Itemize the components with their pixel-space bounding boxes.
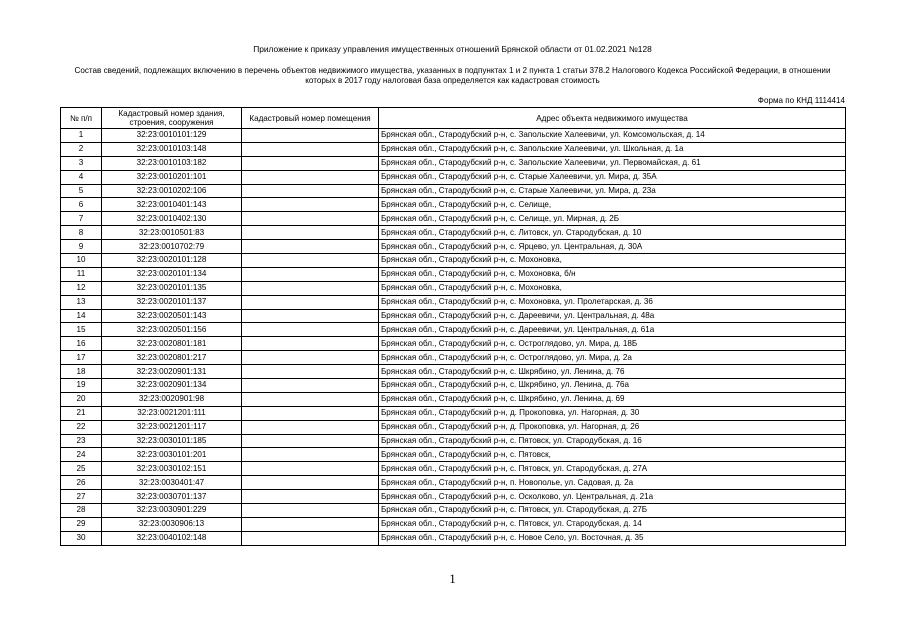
- row-number-cell: 20: [61, 392, 102, 406]
- address-cell: Брянская обл., Стародубский р-н, с. Остроглядово, ул. Мира, д. 2а: [379, 351, 846, 365]
- building-cadastral-cell: 32:23:0030101:201: [102, 448, 242, 462]
- address-cell: Брянская обл., Стародубский р-н, с. Пятовск, ул. Стародубская, д. 27А: [379, 462, 846, 476]
- table-row: [61, 351, 846, 365]
- table-row: [61, 129, 846, 143]
- address-cell: Брянская обл., Стародубский р-н, с. Пятовск, ул. Стародубская, д. 14: [379, 517, 846, 531]
- address-cell: Брянская обл., Стародубский р-н, с. Шкрябино, ул. Ленина, д. 76: [379, 365, 846, 379]
- row-number-cell: 19: [61, 379, 102, 393]
- table-row: [61, 309, 846, 323]
- address-cell: Брянская обл., Стародубский р-н, с. Старые Халеевичи, ул. Мира, д. 23а: [379, 184, 846, 198]
- address-cell: Брянская обл., Стародубский р-н, с. Пятовск, ул. Стародубская, д. 27Б: [379, 504, 846, 518]
- table-row: [61, 490, 846, 504]
- row-number-cell: 23: [61, 434, 102, 448]
- room-cadastral-cell: [242, 240, 379, 254]
- address-cell: Брянская обл., Стародубский р-н, с. Ярцево, ул. Центральная, д. 30А: [379, 240, 846, 254]
- address-cell: Брянская обл., Стародубский р-н, с. Запольские Халеевичи, ул. Комсомольская, д. 14: [379, 129, 846, 143]
- row-number-cell: 30: [61, 531, 102, 545]
- row-number-cell: 29: [61, 517, 102, 531]
- address-cell: Брянская обл., Стародубский р-н, с. Остроглядово, ул. Мира, д. 18Б: [379, 337, 846, 351]
- column-header-building-cadastral: Кадастровый номер здания, строения, сооружения: [102, 108, 242, 129]
- row-number-cell: 9: [61, 240, 102, 254]
- building-cadastral-cell: 32:23:0010402:130: [102, 212, 242, 226]
- room-cadastral-cell: [242, 517, 379, 531]
- row-number-cell: 5: [61, 184, 102, 198]
- row-number-cell: 14: [61, 309, 102, 323]
- row-number-cell: 2: [61, 142, 102, 156]
- address-cell: Брянская обл., Стародубский р-н, с. Дареевичи, ул. Центральная, д. 48а: [379, 309, 846, 323]
- building-cadastral-cell: 32:23:0020801:181: [102, 337, 242, 351]
- room-cadastral-cell: [242, 156, 379, 170]
- room-cadastral-cell: [242, 309, 379, 323]
- address-cell: Брянская обл., Стародубский р-н, с. Дареевичи, ул. Центральная, д. 61а: [379, 323, 846, 337]
- table-row: [61, 462, 846, 476]
- room-cadastral-cell: [242, 406, 379, 420]
- table-row: [61, 448, 846, 462]
- room-cadastral-cell: [242, 490, 379, 504]
- table-row: [61, 420, 846, 434]
- table-row: [61, 170, 846, 184]
- table-row: [61, 156, 846, 170]
- building-cadastral-cell: 32:23:0020901:134: [102, 379, 242, 393]
- page-number: 1: [449, 571, 456, 586]
- room-cadastral-cell: [242, 337, 379, 351]
- room-cadastral-cell: [242, 351, 379, 365]
- table-row: [61, 281, 846, 295]
- table-row: [61, 517, 846, 531]
- room-cadastral-cell: [242, 420, 379, 434]
- room-cadastral-cell: [242, 392, 379, 406]
- room-cadastral-cell: [242, 281, 379, 295]
- table-row: [61, 142, 846, 156]
- row-number-cell: 25: [61, 462, 102, 476]
- building-cadastral-cell: 32:23:0020901:131: [102, 365, 242, 379]
- address-cell: Брянская обл., Стародубский р-н, с. Мохоновка, ул. Пролетарская, д. 36: [379, 295, 846, 309]
- building-cadastral-cell: 32:23:0021201:117: [102, 420, 242, 434]
- table-row: [61, 254, 846, 268]
- document-description: Состав сведений, подлежащих включению в перечень объектов недвижимого имущества, указанных в подпунктах 1 и 2 пункта 1 статьи 378.2 Налогового Кодекса Российской Федерации, в отношении которых в 2017 году налоговая база определяется как кадастровая стоимость: [74, 66, 831, 85]
- column-header-room-cadastral: Кадастровый номер помещения: [242, 108, 379, 129]
- row-number-cell: 24: [61, 448, 102, 462]
- room-cadastral-cell: [242, 212, 379, 226]
- row-number-cell: 26: [61, 476, 102, 490]
- room-cadastral-cell: [242, 267, 379, 281]
- room-cadastral-cell: [242, 504, 379, 518]
- room-cadastral-cell: [242, 434, 379, 448]
- room-cadastral-cell: [242, 295, 379, 309]
- building-cadastral-cell: 32:23:0020501:143: [102, 309, 242, 323]
- table-row: [61, 198, 846, 212]
- address-cell: Брянская обл., Стародубский р-н, с. Селище, ул. Мирная, д. 2Б: [379, 212, 846, 226]
- address-cell: Брянская обл., Стародубский р-н, с. Литовск, ул. Стародубская, д. 10: [379, 226, 846, 240]
- building-cadastral-cell: 32:23:0021201:111: [102, 406, 242, 420]
- table-row: [61, 504, 846, 518]
- table-row: [61, 240, 846, 254]
- order-reference-line: Приложение к приказу управления имущественных отношений Брянской области от 01.02.2021 №128: [253, 44, 652, 54]
- row-number-cell: 28: [61, 504, 102, 518]
- table-body: [61, 129, 846, 546]
- building-cadastral-cell: 32:23:0010201:101: [102, 170, 242, 184]
- row-number-cell: 7: [61, 212, 102, 226]
- row-number-cell: 11: [61, 267, 102, 281]
- address-cell: Брянская обл., Стародубский р-н, с. Шкрябино, ул. Ленина, д. 69: [379, 392, 846, 406]
- row-number-cell: 10: [61, 254, 102, 268]
- address-cell: Брянская обл., Стародубский р-н, с. Пятовск,: [379, 448, 846, 462]
- row-number-cell: 8: [61, 226, 102, 240]
- room-cadastral-cell: [242, 531, 379, 545]
- row-number-cell: 13: [61, 295, 102, 309]
- building-cadastral-cell: 32:23:0030101:185: [102, 434, 242, 448]
- column-header-address: Адрес объекта недвижимого имущества: [379, 108, 846, 129]
- table-row: [61, 434, 846, 448]
- room-cadastral-cell: [242, 323, 379, 337]
- table-row: [61, 337, 846, 351]
- form-code: Форма по КНД 1114414: [757, 96, 845, 105]
- room-cadastral-cell: [242, 365, 379, 379]
- address-cell: Брянская обл., Стародубский р-н, д. Прокоповка, ул. Нагорная, д. 30: [379, 406, 846, 420]
- address-cell: Брянская обл., Стародубский р-н, с. Запольские Халеевичи, ул. Школьная, д. 1а: [379, 142, 846, 156]
- building-cadastral-cell: 32:23:0010103:182: [102, 156, 242, 170]
- table-row: [61, 184, 846, 198]
- building-cadastral-cell: 32:23:0020101:137: [102, 295, 242, 309]
- column-header-number: № п/п: [61, 108, 102, 129]
- building-cadastral-cell: 32:23:0020801:217: [102, 351, 242, 365]
- building-cadastral-cell: 32:23:0010202:106: [102, 184, 242, 198]
- building-cadastral-cell: 32:23:0010103:148: [102, 142, 242, 156]
- address-cell: Брянская обл., Стародубский р-н, с. Старые Халеевичи, ул. Мира, д. 35А: [379, 170, 846, 184]
- room-cadastral-cell: [242, 476, 379, 490]
- address-cell: Брянская обл., Стародубский р-н, с. Мохоновка,: [379, 254, 846, 268]
- address-cell: Брянская обл., Стародубский р-н, с. Новое Село, ул. Восточная, д. 35: [379, 531, 846, 545]
- building-cadastral-cell: 32:23:0030701:137: [102, 490, 242, 504]
- building-cadastral-cell: 32:23:0030906:13: [102, 517, 242, 531]
- room-cadastral-cell: [242, 462, 379, 476]
- table-row: [61, 531, 846, 545]
- building-cadastral-cell: 32:23:0030401:47: [102, 476, 242, 490]
- room-cadastral-cell: [242, 226, 379, 240]
- table-row: [61, 212, 846, 226]
- table-row: [61, 365, 846, 379]
- building-cadastral-cell: 32:23:0020501:156: [102, 323, 242, 337]
- room-cadastral-cell: [242, 254, 379, 268]
- room-cadastral-cell: [242, 448, 379, 462]
- room-cadastral-cell: [242, 379, 379, 393]
- address-cell: Брянская обл., Стародубский р-н, с. Запольские Халеевичи, ул. Первомайская, д. 61: [379, 156, 846, 170]
- table-row: [61, 323, 846, 337]
- table-row: [61, 392, 846, 406]
- building-cadastral-cell: 32:23:0010401:143: [102, 198, 242, 212]
- room-cadastral-cell: [242, 129, 379, 143]
- row-number-cell: 12: [61, 281, 102, 295]
- table-row: [61, 295, 846, 309]
- address-cell: Брянская обл., Стародубский р-н, с. Осколково, ул. Центральная, д. 21а: [379, 490, 846, 504]
- row-number-cell: 1: [61, 129, 102, 143]
- building-cadastral-cell: 32:23:0010501:83: [102, 226, 242, 240]
- building-cadastral-cell: 32:23:0010101:129: [102, 129, 242, 143]
- table-row: [61, 226, 846, 240]
- building-cadastral-cell: 32:23:0020101:128: [102, 254, 242, 268]
- property-register-table: [60, 107, 846, 546]
- row-number-cell: 6: [61, 198, 102, 212]
- address-cell: Брянская обл., Стародубский р-н, с. Пятовск, ул. Стародубская, д. 16: [379, 434, 846, 448]
- table-header-row: [61, 108, 846, 129]
- row-number-cell: 27: [61, 490, 102, 504]
- address-cell: Брянская обл., Стародубский р-н, с. Мохоновка, б/н: [379, 267, 846, 281]
- table-row: [61, 476, 846, 490]
- room-cadastral-cell: [242, 142, 379, 156]
- row-number-cell: 4: [61, 170, 102, 184]
- row-number-cell: 16: [61, 337, 102, 351]
- building-cadastral-cell: 32:23:0020901:98: [102, 392, 242, 406]
- building-cadastral-cell: 32:23:0030901:229: [102, 504, 242, 518]
- building-cadastral-cell: 32:23:0010702:79: [102, 240, 242, 254]
- row-number-cell: 21: [61, 406, 102, 420]
- row-number-cell: 18: [61, 365, 102, 379]
- row-number-cell: 22: [61, 420, 102, 434]
- table-row: [61, 267, 846, 281]
- address-cell: Брянская обл., Стародубский р-н, с. Мохоновка,: [379, 281, 846, 295]
- room-cadastral-cell: [242, 170, 379, 184]
- room-cadastral-cell: [242, 184, 379, 198]
- address-cell: Брянская обл., Стародубский р-н, д. Прокоповка, ул. Нагорная, д. 26: [379, 420, 846, 434]
- building-cadastral-cell: 32:23:0020101:135: [102, 281, 242, 295]
- building-cadastral-cell: 32:23:0040102:148: [102, 531, 242, 545]
- address-cell: Брянская обл., Стародубский р-н, с. Селище,: [379, 198, 846, 212]
- row-number-cell: 15: [61, 323, 102, 337]
- row-number-cell: 3: [61, 156, 102, 170]
- row-number-cell: 17: [61, 351, 102, 365]
- table-row: [61, 406, 846, 420]
- building-cadastral-cell: 32:23:0030102:151: [102, 462, 242, 476]
- address-cell: Брянская обл., Стародубский р-н, п. Новополье, ул. Садовая, д. 2а: [379, 476, 846, 490]
- address-cell: Брянская обл., Стародубский р-н, с. Шкрябино, ул. Ленина, д. 76а: [379, 379, 846, 393]
- building-cadastral-cell: 32:23:0020101:134: [102, 267, 242, 281]
- room-cadastral-cell: [242, 198, 379, 212]
- table-row: [61, 379, 846, 393]
